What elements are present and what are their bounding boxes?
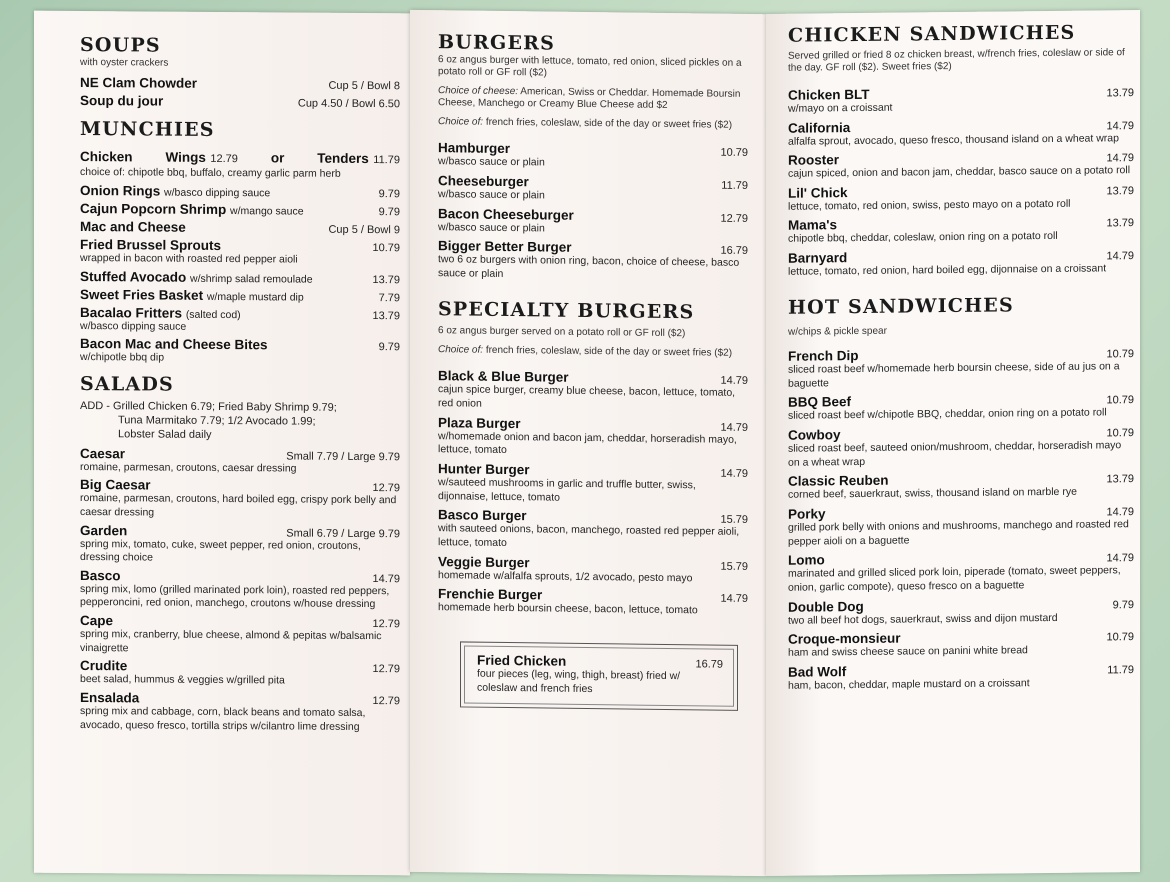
hot-sandwiches-note: w/chips & pickle spear <box>788 325 887 338</box>
item-price: 14.79 <box>1106 152 1134 165</box>
item-price: 11.79 <box>373 154 400 167</box>
item-name: Bacalao Fritters <box>80 304 183 321</box>
item-name: Crudite <box>80 658 128 674</box>
item-price: 12.79 <box>372 482 400 495</box>
item-price: 15.79 <box>720 560 748 573</box>
item-price: Small 7.79 / Large 9.79 <box>286 450 400 463</box>
item-name: Mama's <box>788 217 837 234</box>
item-desc: grilled pork belly with onions and mushrooms, manchego and roasted red pepper aioli on a baguette <box>788 518 1129 548</box>
menu-item <box>80 287 400 304</box>
item-desc: alfalfa sprout, avocado, queso fresco, thousand island on a wheat wrap <box>788 131 1119 148</box>
menu-item <box>788 392 1134 424</box>
menu-item <box>80 219 400 236</box>
item-price: 14.79 <box>1106 119 1134 132</box>
menu-item <box>80 523 400 568</box>
side-options: french fries, coleslaw, side of the day or sweet fries ($2) <box>485 116 733 131</box>
item-desc: spring mix and cabbage, corn, black beans and tomato salsa, avocado, queso fresco, tortilla strips w/cilantro lime dressing <box>80 705 366 733</box>
item-price: 9.79 <box>378 188 400 201</box>
burgers-note: 6 oz angus burger with lettuce, tomato, red onion, sliced pickles on a potato roll or GF roll ($2) <box>438 54 742 79</box>
item-desc: marinated and grilled sliced pork loin, piperade (tomato, sweet peppers, onion, garlic compote), queso fresco on a baguette <box>788 564 1121 594</box>
item-price: 10.79 <box>1106 427 1134 440</box>
item-sub: w/basco dipping sauce <box>164 186 271 200</box>
item-price: Cup 4.50 / Bowl 6.50 <box>297 97 400 111</box>
item-price: 13.79 <box>372 273 400 286</box>
item-desc: ham, bacon, cheddar, maple mustard on a croissant <box>788 677 1030 692</box>
item-name: Black & Blue Burger <box>438 368 569 386</box>
item-price: 13.79 <box>1106 184 1134 198</box>
item-name: Bacon Cheeseburger <box>438 205 574 223</box>
item-price: 14.79 <box>372 572 400 586</box>
item-name: NE Clam Chowder <box>80 75 198 92</box>
item-desc: choice of: chipotle bbq, buffalo, creamy garlic parm herb <box>80 166 341 181</box>
item-price: 12.79 <box>372 618 400 631</box>
item-desc: w/chipotle bbq dip <box>80 351 165 364</box>
item-name: Hamburger <box>438 140 511 157</box>
item-sub: w/maple mustard dip <box>206 290 304 304</box>
menu-item <box>788 549 1134 595</box>
item-name: Cowboy <box>788 427 841 443</box>
item-price: 13.79 <box>372 309 400 322</box>
menu-item <box>80 568 400 613</box>
menu-item <box>788 84 1134 116</box>
item-desc: sliced roast beef w/homemade herb boursin cheese, side of au jus on a baguette <box>788 360 1120 390</box>
add-line: Tuna Marmitako 7.79; 1/2 Avocado 1.99; <box>118 414 316 428</box>
menu-item <box>788 117 1134 149</box>
item-name: Rooster <box>788 152 840 168</box>
item-price: Small 6.79 / Large 9.79 <box>286 526 400 540</box>
menu-item <box>438 554 748 586</box>
menu-item <box>788 470 1134 502</box>
menu-item <box>788 182 1134 214</box>
item-price: 14.79 <box>720 375 748 388</box>
item-price: 13.79 <box>1106 86 1134 100</box>
item-price: 9.79 <box>378 206 400 219</box>
menu-item <box>80 93 400 110</box>
item-price: 12.79 <box>210 153 238 166</box>
item-desc: w/basco sauce or plain <box>438 220 545 235</box>
item-name: Bigger Better Burger <box>438 238 572 256</box>
item-desc: ham and swiss cheese sauce on panini white bread <box>788 644 1028 659</box>
item-desc: cajun spice burger, creamy blue cheese, bacon, lettuce, tomato, red onion <box>438 383 736 410</box>
item-name: Veggie Burger <box>438 553 530 570</box>
menu-item <box>438 507 748 553</box>
item-name: Lomo <box>788 552 825 568</box>
item-price: 7.79 <box>378 291 400 304</box>
chicken-sandwiches-note: Served grilled or fried 8 oz chicken breast, w/french fries, coleslaw or side of the day. GF roll ($2). Sweet fries ($2) <box>788 47 1125 75</box>
item-price: 13.79 <box>1106 473 1134 486</box>
section-title-burgers: BURGERS <box>438 31 556 55</box>
item-name: Chicken <box>80 149 133 165</box>
item-name: Frenchie Burger <box>438 586 543 603</box>
item-price: Cup 5 / Bowl 8 <box>328 80 400 93</box>
menu-item <box>438 238 748 284</box>
item-desc: w/basco sauce or plain <box>438 155 545 169</box>
item-sub: w/mango sauce <box>230 204 304 218</box>
item-name: Double Dog <box>788 598 864 615</box>
item-name: Bacon Mac and Cheese Bites <box>80 336 268 353</box>
item-name: BBQ Beef <box>788 394 852 411</box>
section-title-salads: SALADS <box>80 372 174 396</box>
side-label: Choice of: <box>438 344 484 356</box>
item-name: Onion Rings <box>80 182 161 199</box>
item-price: 12.79 <box>372 695 400 708</box>
item-desc: w/homemade onion and bacon jam, cheddar, horseradish mayo, lettuce, tomato <box>438 429 737 457</box>
item-desc: lettuce, tomato, red onion, hard boiled egg, dijonnaise on a croissant <box>788 262 1107 278</box>
item-desc: lettuce, tomato, red onion, swiss, pesto mayo on a potato roll <box>788 197 1071 213</box>
menu-item <box>80 75 400 92</box>
item-desc: w/basco sauce or plain <box>438 188 545 202</box>
item-name: French Dip <box>788 348 859 364</box>
item-desc: four pieces (leg, wing, thigh, breast) fried w/ coleslaw and french fries <box>477 667 681 695</box>
item-price: 14.79 <box>720 467 748 481</box>
item-price: 14.79 <box>720 421 748 434</box>
menu-item <box>438 141 748 173</box>
item-price: 10.79 <box>720 147 748 160</box>
item-name: Fried Brussel Sprouts <box>80 236 222 253</box>
item-price: 12.79 <box>720 212 748 225</box>
item-name: Fried Chicken <box>477 652 567 669</box>
menu-panel-left <box>34 11 410 876</box>
menu-item <box>788 596 1134 628</box>
item-price: 14.79 <box>720 592 748 606</box>
item-sub: (salted cod) <box>185 308 241 321</box>
item-desc: w/mayo on a croissant <box>788 101 893 115</box>
item-desc: romaine, parmesan, croutons, caesar dressing <box>80 460 297 475</box>
item-price: 9.79 <box>1112 598 1134 611</box>
item-price: 9.79 <box>378 341 400 354</box>
menu-item <box>80 201 400 218</box>
section-title-specialty-burgers: SPECIALTY BURGERS <box>438 297 695 323</box>
item-name: Big Caesar <box>80 477 151 493</box>
item-price: Cup 5 / Bowl 9 <box>328 223 400 237</box>
item-name: Caesar <box>80 445 126 461</box>
item-name: Sweet Fries Basket <box>80 286 204 303</box>
item-desc: chipotle bbq, cheddar, coleslaw, onion ring on a potato roll <box>788 230 1058 246</box>
item-name: Basco <box>80 567 121 584</box>
menu-panel-right <box>766 10 1140 876</box>
menu-item <box>438 173 748 205</box>
item-desc: corned beef, sauerkraut, swiss, thousand island on marble rye <box>788 486 1077 502</box>
add-line: Lobster Salad daily <box>118 428 212 442</box>
item-price: 16.79 <box>695 658 723 671</box>
menu-item <box>80 613 400 658</box>
item-desc: spring mix, cranberry, blue cheese, almond & pepitas w/balsamic vinaigrette <box>80 628 382 655</box>
menu-item <box>80 183 400 200</box>
section-title-munchies: MUNCHIES <box>80 118 215 142</box>
menu-item <box>80 237 400 268</box>
item-desc: w/sauteed mushrooms in garlic and truffle butter, swiss, dijonnaise, lettuce, tomato <box>438 476 696 504</box>
item-name: Porky <box>788 506 826 522</box>
menu-item <box>438 586 748 618</box>
item-name: Cheeseburger <box>438 173 529 190</box>
item-desc: spring mix, lomo (grilled marinated pork loin), roasted red peppers, pepperoncini, red onion, manchego, croutons w/house dressing <box>80 582 390 611</box>
add-line: ADD - Grilled Chicken 6.79; Fried Baby Shrimp 9.79; <box>80 399 337 414</box>
item-price: 14.79 <box>1106 552 1134 565</box>
item-desc: beet salad, hummus & veggies w/grilled pita <box>80 673 285 687</box>
item-name: Chicken BLT <box>788 86 870 103</box>
item-desc: two 6 oz burgers with onion ring, bacon, choice of cheese, basco sauce or plain <box>438 253 740 280</box>
menu-item <box>80 336 400 367</box>
section-title-soups: SOUPS <box>80 34 161 57</box>
item-name: Classic Reuben <box>788 473 889 490</box>
item-desc: two all beef hot dogs, sauerkraut, swiss and dijon mustard <box>788 611 1058 627</box>
menu-panel-middle <box>410 10 766 876</box>
item-name: Basco Burger <box>438 507 527 524</box>
item-desc: with sauteed onions, bacon, manchego, roasted red pepper aioli, lettuce, tomato <box>438 522 740 549</box>
side-label: Choice of: <box>438 116 484 128</box>
menu-item <box>438 461 748 507</box>
menu-item <box>788 628 1134 660</box>
item-price: 15.79 <box>720 513 748 527</box>
item-price: 11.79 <box>1107 663 1134 677</box>
item-name: Cajun Popcorn Shrimp <box>80 200 227 217</box>
salads-add-ons <box>80 399 400 444</box>
item-sub: w/shrimp salad remoulade <box>190 272 313 286</box>
menu-item <box>788 247 1134 279</box>
item-price: 13.79 <box>1106 217 1134 230</box>
item-desc: sliced roast beef, sauteed onion/mushroom, cheddar, horseradish mayo on a wheat wrap <box>788 439 1122 469</box>
item-name: Croque-monsieur <box>788 630 901 647</box>
item-name: California <box>788 119 851 136</box>
item-name: Lil' Chick <box>788 184 848 201</box>
item-desc: w/basco dipping sauce <box>80 319 187 333</box>
item-name: Stuffed Avocado <box>80 268 187 285</box>
menu-item <box>438 206 748 238</box>
or-label: or <box>270 150 285 166</box>
cheese-options: American, Swiss or Cheddar. Homemade Boursin Cheese, Manchego or Creamy Blue Cheese add $2 <box>438 86 741 112</box>
menu-item <box>788 149 1134 181</box>
item-desc: wrapped in bacon with roasted red pepper aioli <box>80 251 298 266</box>
menu-item <box>80 269 400 286</box>
menu-item <box>80 477 400 522</box>
item-desc: sliced roast beef w/chipotle BBQ, cheddar, onion ring on a potato roll <box>788 406 1107 423</box>
item-price: 10.79 <box>372 241 400 255</box>
fried-chicken-box <box>460 641 738 711</box>
menu-item <box>788 424 1134 470</box>
menu-item <box>80 305 400 336</box>
item-price: 10.79 <box>1106 348 1134 361</box>
item-desc: cajun spiced, onion and bacon jam, cheddar, basco sauce on a potato roll <box>788 164 1131 180</box>
item-name: Hunter Burger <box>438 461 530 478</box>
item-desc: spring mix, tomato, cuke, sweet pepper, red onion, croutons, dressing choice <box>80 537 361 564</box>
item-name: Ensalada <box>80 690 140 706</box>
item-name: Garden <box>80 522 128 538</box>
menu-item <box>788 661 1134 693</box>
menu-item <box>80 446 400 477</box>
item-desc: homemade herb boursin cheese, bacon, lettuce, tomato <box>438 601 698 617</box>
item-name: Bad Wolf <box>788 663 847 680</box>
menu-item <box>80 658 400 689</box>
item-name: Soup du jour <box>80 93 164 109</box>
item-price: 11.79 <box>721 179 748 192</box>
section-title-chicken-sandwiches: CHICKEN SANDWICHES <box>788 21 1076 47</box>
menu-item <box>788 215 1134 247</box>
item-price: 14.79 <box>1106 506 1134 519</box>
item-price: 12.79 <box>372 663 400 676</box>
menu-sheet <box>34 12 1140 874</box>
menu-item <box>438 369 748 415</box>
soups-note: with oyster crackers <box>80 56 169 69</box>
specialty-note: 6 oz angus burger served on a potato roll or GF roll ($2) <box>438 325 686 340</box>
item-price: 16.79 <box>720 244 748 258</box>
menu-item <box>80 690 400 735</box>
item-name: Mac and Cheese <box>80 218 186 235</box>
menu-item-chicken <box>80 148 400 182</box>
section-title-hot-sandwiches: HOT SANDWICHES <box>788 294 1014 319</box>
item-name: Tenders <box>317 150 369 167</box>
item-price: 14.79 <box>1106 250 1134 263</box>
side-options: french fries, coleslaw, side of the day or sweet fries ($2) <box>485 344 733 359</box>
menu-item <box>788 503 1134 549</box>
cheese-label: Choice of cheese: <box>438 85 519 98</box>
item-name: Plaza Burger <box>438 414 521 431</box>
menu-item <box>438 415 748 461</box>
item-name: Wings <box>165 149 206 166</box>
item-price: 10.79 <box>1106 394 1134 407</box>
item-price: 10.79 <box>1106 631 1134 644</box>
item-name: Barnyard <box>788 250 848 266</box>
item-desc: homemade w/alfalfa sprouts, 1/2 avocado, pesto mayo <box>438 568 693 584</box>
item-name: Cape <box>80 613 114 629</box>
menu-item <box>788 345 1134 391</box>
item-desc: romaine, parmesan, croutons, hard boiled egg, crispy pork belly and caesar dressing <box>80 492 397 519</box>
